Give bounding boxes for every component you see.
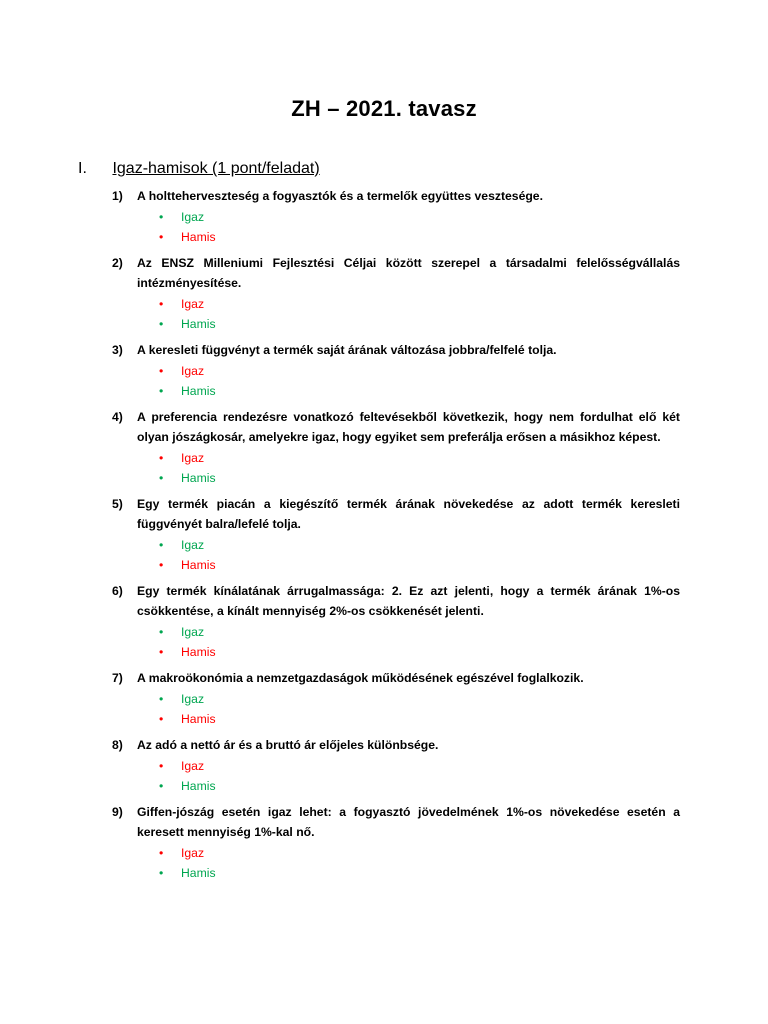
question-text (112, 668, 680, 688)
question-statement: A holtteherveszteség a fogyasztók és a termelők együttes vesztesége. (137, 189, 543, 203)
section-header (78, 160, 320, 178)
bullet-icon: • (159, 470, 164, 485)
answer-label: Igaz (181, 210, 205, 224)
answer-option-hamis (159, 315, 680, 335)
section-heading: Igaz-hamisok (1 pont/feladat) (112, 160, 320, 177)
bullet-icon: • (159, 778, 164, 793)
answer-option-igaz (159, 362, 680, 382)
question-item (112, 253, 680, 334)
answer-option-hamis (159, 228, 680, 248)
bullet-icon: • (159, 229, 164, 244)
answer-label: Igaz (181, 625, 205, 639)
answer-label: Hamis (181, 865, 216, 880)
question-item (112, 668, 680, 729)
page-title: ZH – 2021. tavasz (291, 96, 477, 121)
answer-option-igaz (159, 623, 680, 643)
answer-option-igaz (159, 208, 680, 228)
answer-options (112, 208, 680, 247)
answer-options (112, 295, 680, 334)
question-statement: A keresleti függvényt a termék saját árának változása jobbra/felfelé tolja. (137, 343, 557, 357)
bullet-icon: • (159, 865, 164, 880)
bullet-icon: • (159, 557, 164, 572)
question-number: 4) (112, 410, 123, 424)
answer-label: Igaz (181, 451, 205, 465)
question-statement: A preferencia rendezésre vonatkozó feltevésekből következik, hogy nem fordulhat elő két olyan jószágkosár, amelyekre igaz, hogy egyiket sem preferálja erősen a másikhoz képest. (137, 410, 680, 444)
bullet-icon: • (159, 846, 164, 860)
bullet-icon: • (159, 451, 164, 465)
answer-label: Igaz (181, 846, 205, 860)
question-text (112, 802, 680, 842)
bullet-icon: • (159, 625, 164, 639)
question-item (112, 340, 680, 401)
answer-label: Hamis (181, 711, 216, 726)
answer-option-hamis (159, 556, 680, 576)
answer-label: Igaz (181, 538, 205, 552)
bullet-icon: • (159, 383, 164, 398)
question-statement: Az adó a nettó ár és a bruttó ár előjeles különbsége. (137, 738, 439, 752)
question-list (112, 186, 680, 889)
question-number: 1) (112, 189, 123, 203)
bullet-icon: • (159, 711, 164, 726)
answer-option-hamis (159, 382, 680, 402)
answer-options (112, 362, 680, 401)
answer-option-hamis (159, 777, 680, 797)
bullet-icon: • (159, 644, 164, 659)
question-number: 7) (112, 671, 123, 685)
question-text (112, 186, 680, 206)
bullet-icon: • (159, 759, 164, 773)
answer-options (112, 449, 680, 488)
answer-label: Igaz (181, 297, 205, 311)
question-statement: Giffen-jószág esetén igaz lehet: a fogyasztó jövedelmének 1%-os növekedése esetén a keresett mennyiség 1%-kal nő. (137, 805, 680, 839)
question-text (112, 340, 680, 360)
answer-label: Igaz (181, 759, 205, 773)
question-number: 3) (112, 343, 123, 357)
section-number: I. (78, 160, 87, 177)
answer-options (112, 844, 680, 883)
answer-option-igaz (159, 536, 680, 556)
answer-label: Hamis (181, 470, 216, 485)
question-statement: Egy termék piacán a kiegészítő termék árának növekedése az adott termék keresleti függvényét balra/lefelé tolja. (137, 497, 680, 531)
question-number: 6) (112, 584, 123, 598)
answer-label: Hamis (181, 778, 216, 793)
question-item (112, 802, 680, 883)
question-text (112, 407, 680, 447)
answer-option-igaz (159, 690, 680, 710)
question-statement: A makroökonómia a nemzetgazdaságok működésének egészével foglalkozik. (137, 671, 584, 685)
answer-label: Igaz (181, 692, 205, 706)
answer-option-igaz (159, 757, 680, 777)
answer-option-hamis (159, 469, 680, 489)
question-item (112, 407, 680, 488)
answer-option-hamis (159, 864, 680, 884)
answer-label: Hamis (181, 229, 216, 244)
answer-options (112, 690, 680, 729)
bullet-icon: • (159, 538, 164, 552)
bullet-icon: • (159, 692, 164, 706)
bullet-icon: • (159, 210, 164, 224)
question-item (112, 735, 680, 796)
bullet-icon: • (159, 297, 164, 311)
answer-label: Hamis (181, 316, 216, 331)
question-text (112, 735, 680, 755)
answer-label: Hamis (181, 644, 216, 659)
question-statement: Az ENSZ Milleniumi Fejlesztési Céljai között szerepel a társadalmi felelősségvállalás intézményesítése. (137, 256, 680, 290)
answer-option-hamis (159, 710, 680, 730)
question-number: 9) (112, 805, 123, 819)
question-text (112, 581, 680, 621)
question-text (112, 253, 680, 293)
answer-option-igaz (159, 449, 680, 469)
answer-option-igaz (159, 295, 680, 315)
answer-label: Hamis (181, 383, 216, 398)
question-text (112, 494, 680, 534)
answer-label: Igaz (181, 364, 205, 378)
answer-option-igaz (159, 844, 680, 864)
question-item (112, 494, 680, 575)
question-item (112, 186, 680, 247)
question-item (112, 581, 680, 662)
answer-options (112, 623, 680, 662)
answer-label: Hamis (181, 557, 216, 572)
answer-option-hamis (159, 643, 680, 663)
question-statement: Egy termék kínálatának árrugalmassága: 2. Ez azt jelenti, hogy a termék árának 1%-os csökkentése, a kínált mennyiség 2%-os csökkenését jelenti. (137, 584, 680, 618)
bullet-icon: • (159, 364, 164, 378)
question-number: 2) (112, 256, 123, 270)
answer-options (112, 757, 680, 796)
answer-options (112, 536, 680, 575)
question-number: 8) (112, 738, 123, 752)
question-number: 5) (112, 497, 123, 511)
bullet-icon: • (159, 316, 164, 331)
